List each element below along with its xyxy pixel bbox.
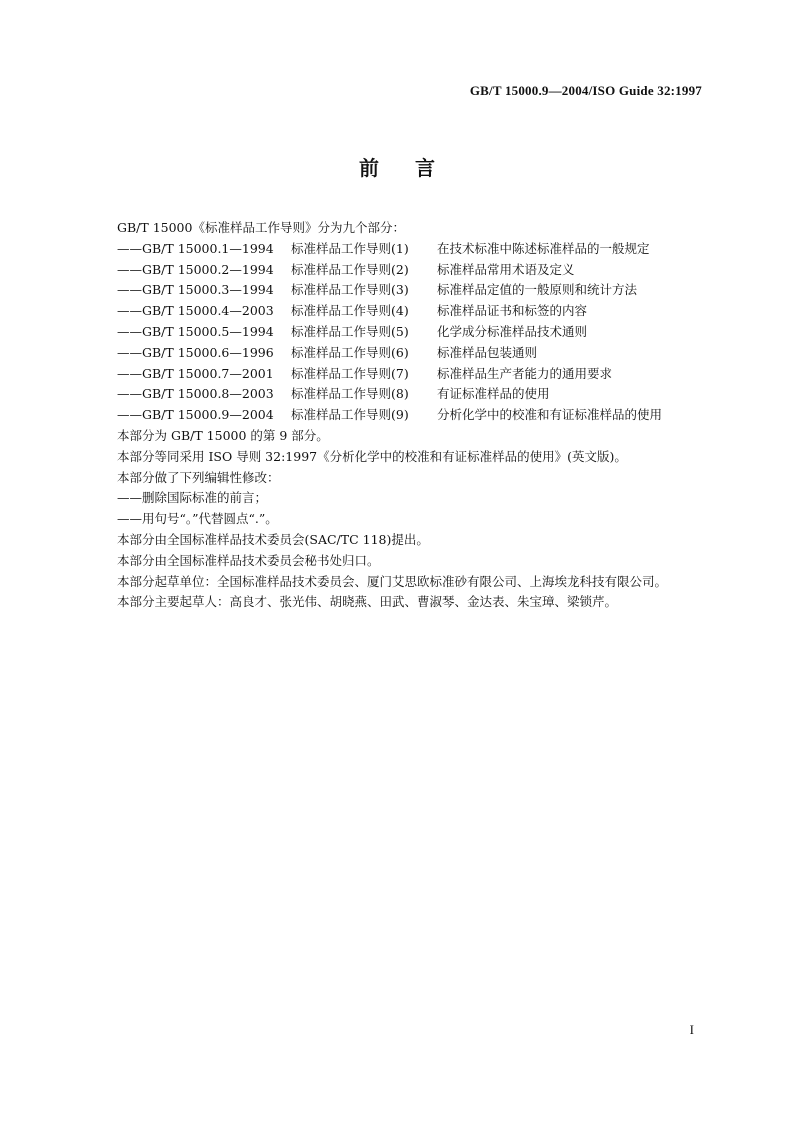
part-subject: 有证标准样品的使用 — [437, 386, 550, 402]
intro-line: GB/T 15000《标准样品工作导则》分为九个部分： — [117, 220, 405, 235]
page-number: I — [689, 1022, 694, 1037]
part-code: ——GB/T 15000.2—1994 — [117, 261, 274, 277]
part-list-item — [117, 343, 717, 364]
preface-body — [117, 218, 717, 613]
part-code: ——GB/T 15000.9—2004 — [117, 407, 274, 423]
paragraph: ——用句号“。”代替圆点“.”。 — [117, 511, 278, 527]
part-series: 标准样品工作导则(1) — [291, 240, 409, 256]
paragraph: 本部分主要起草人：高良才、张光伟、胡晓燕、田武、曹淑琴、金达表、朱宝璋、梁锁芹。 — [117, 594, 618, 610]
part-list-item — [117, 239, 717, 260]
standard-number-header: GB/T 15000.9—2004/ISO Guide 32:1997 — [469, 83, 702, 98]
part-subject: 在技术标准中陈述标准样品的一般规定 — [437, 240, 650, 256]
paragraph: 本部分起草单位：全国标准样品技术委员会、厦门艾思欧标准砂有限公司、上海埃龙科技有限公司。 — [117, 573, 668, 589]
part-series: 标准样品工作导则(2) — [291, 261, 409, 277]
part-code: ——GB/T 15000.6—1996 — [117, 344, 274, 360]
paragraph: 本部分由全国标准样品技术委员会秘书处归口。 — [117, 552, 380, 568]
paragraph: 本部分等同采用 ISO 导则 32:1997《分析化学中的校准和有证标准样品的使用》(英文版)。 — [117, 448, 627, 464]
part-code: ——GB/T 15000.5—1994 — [117, 323, 274, 339]
part-code: ——GB/T 15000.8—2003 — [117, 386, 274, 402]
part-series: 标准样品工作导则(7) — [291, 365, 409, 381]
part-series: 标准样品工作导则(4) — [291, 303, 409, 319]
part-subject: 标准样品生产者能力的通用要求 — [437, 365, 613, 381]
paragraph: 本部分为 GB/T 15000 的第 9 部分。 — [117, 427, 329, 443]
part-list-item — [117, 364, 717, 385]
paragraph: 本部分做了下列编辑性修改： — [117, 469, 280, 485]
part-subject: 标准样品定值的一般原则和统计方法 — [437, 282, 638, 298]
part-list-item — [117, 322, 717, 343]
part-series: 标准样品工作导则(9) — [291, 407, 409, 423]
paragraph: 本部分由全国标准样品技术委员会(SAC/TC 118)提出。 — [117, 531, 429, 547]
part-subject: 标准样品包装通则 — [437, 344, 538, 360]
part-code: ——GB/T 15000.7—2001 — [117, 365, 274, 381]
part-code: ——GB/T 15000.3—1994 — [117, 282, 274, 298]
part-series: 标准样品工作导则(8) — [291, 386, 409, 402]
page-title: 前言 — [359, 156, 471, 180]
paragraph: ——删除国际标准的前言； — [117, 490, 268, 506]
part-code: ——GB/T 15000.1—1994 — [117, 240, 274, 256]
part-series: 标准样品工作导则(6) — [291, 344, 409, 360]
part-subject: 分析化学中的校准和有证标准样品的使用 — [437, 407, 663, 423]
part-list-item — [117, 280, 717, 301]
part-subject: 化学成分标准样品技术通则 — [437, 323, 588, 339]
part-list-item — [117, 260, 717, 281]
part-list-item — [117, 405, 717, 426]
part-code: ——GB/T 15000.4—2003 — [117, 303, 274, 319]
part-series: 标准样品工作导则(5) — [291, 323, 409, 339]
part-series: 标准样品工作导则(3) — [291, 282, 409, 298]
part-subject: 标准样品常用术语及定义 — [437, 261, 575, 277]
part-list-item — [117, 384, 717, 405]
part-list-item — [117, 301, 717, 322]
part-subject: 标准样品证书和标签的内容 — [437, 303, 588, 319]
